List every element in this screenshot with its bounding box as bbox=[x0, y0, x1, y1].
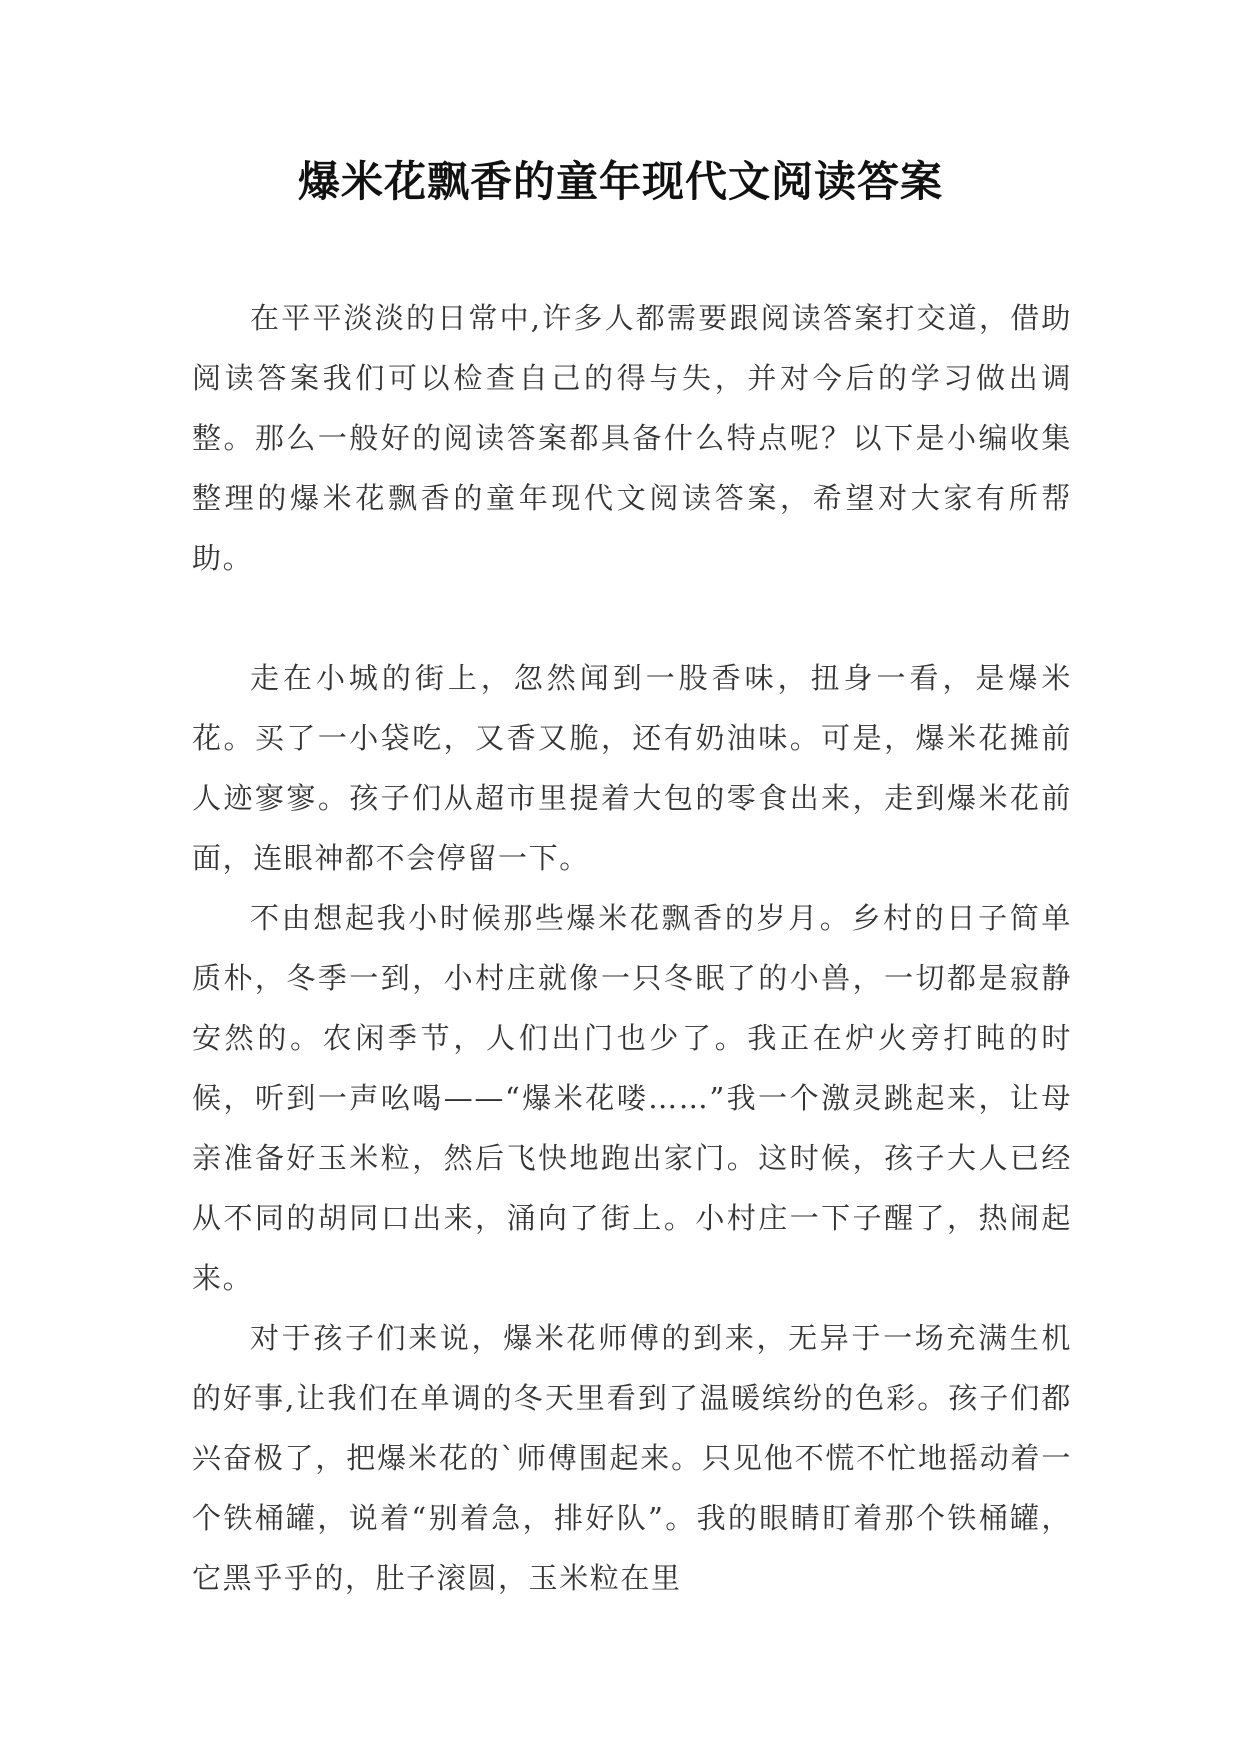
intro-paragraph: 在平平淡淡的日常中,许多人都需要跟阅读答案打交道，借助阅读答案我们可以检查自己的得与失，并对今后的学习做出调整。那么一般好的阅读答案都具备什么特点呢？以下是小编收集整理的爆米花飘香的童年现代文阅读答案，希望对大家有所帮助。 bbox=[192, 301, 1072, 575]
document-body bbox=[192, 288, 1072, 1608]
body-paragraph-3: 对于孩子们来说，爆米花师傅的到来，无异于一场充满生机的好事,让我们在单调的冬天里看到了温暖缤纷的色彩。孩子们都兴奋极了，把爆米花的`师傅围起来。只见他不慌不忙地摇动着一个铁桶罐，说着“别着急，排好队”。我的眼睛盯着那个铁桶罐，它黑乎乎的，肚子滚圆，玉米粒在里 bbox=[192, 1321, 1072, 1595]
body-paragraph-2: 不由想起我小时候那些爆米花飘香的岁月。乡村的日子简单质朴，冬季一到，小村庄就像一只冬眠了的小兽，一切都是寂静安然的。农闲季节，人们出门也少了。我正在炉火旁打盹的时候，听到一声吆喝——“爆米花喽……”我一个激灵跳起来，让母亲准备好玉米粒，然后飞快地跑出家门。这时候，孩子大人已经从不同的胡同口出来，涌向了街上。小村庄一下子醒了，热闹起来。 bbox=[192, 901, 1072, 1295]
paragraph-spacer bbox=[192, 588, 1072, 648]
document-title: 爆米花飘香的童年现代文阅读答案 bbox=[297, 157, 943, 206]
body-paragraph-1: 走在小城的街上，忽然闻到一股香味，扭身一看，是爆米花。买了一小袋吃，又香又脆，还有奶油味。可是，爆米花摊前人迹寥寥。孩子们从超市里提着大包的零食出来，走到爆米花前面，连眼神都不会停留一下。 bbox=[192, 661, 1072, 875]
